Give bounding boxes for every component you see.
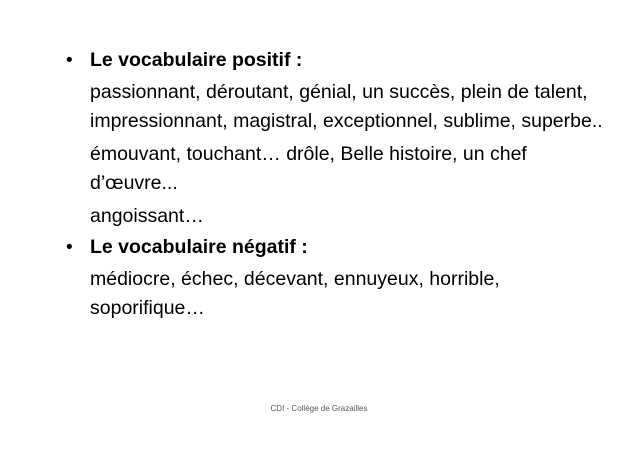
negative-vocabulary-section — [66, 233, 606, 323]
heading-text: Le vocabulaire positif : — [90, 49, 303, 71]
heading-text: Le vocabulaire négatif : — [90, 236, 308, 258]
positive-words-paragraph-2: émouvant, touchant… drôle, Belle histoire, un chef d’œuvre... — [90, 143, 527, 194]
positive-vocabulary-section — [66, 46, 606, 231]
positive-words-paragraph-1: passionnant, déroutant, génial, un succès, plein de talent, impressionnant, magistral, exceptionnel, sublime, superbe.. — [90, 81, 603, 132]
bullet-icon: • — [66, 50, 73, 71]
negative-words-paragraph-1: médiocre, échec, décevant, ennuyeux, horrible, soporifique… — [90, 268, 500, 319]
positive-words-paragraph-3: angoissant… — [90, 205, 204, 227]
negative-vocabulary-heading — [66, 233, 606, 261]
bullet-icon: • — [66, 237, 73, 258]
slide-content — [66, 46, 606, 323]
slide-footer: CDI - Collège de Grazailles — [270, 404, 368, 413]
positive-vocabulary-heading — [66, 46, 606, 74]
